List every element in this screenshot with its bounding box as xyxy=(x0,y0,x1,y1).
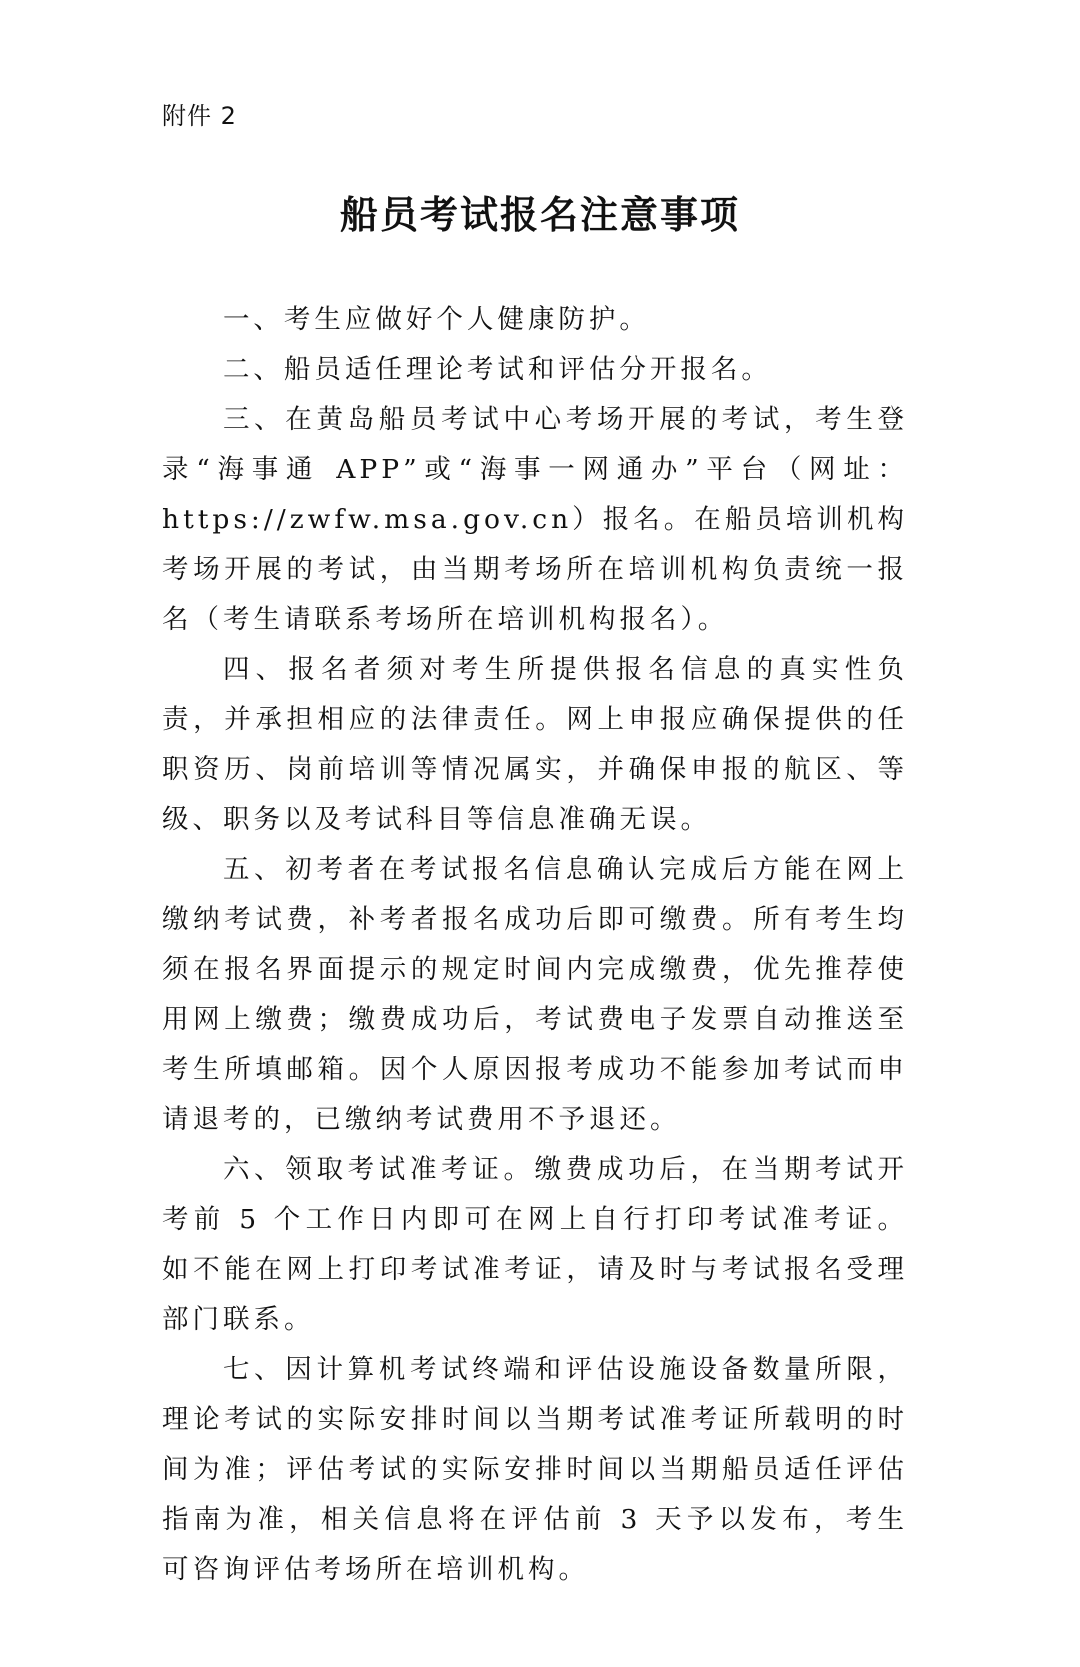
paragraph-7: 七、因计算机考试终端和评估设施设备数量所限，理论考试的实际安排时间以当期考试准考证所载明的时间为准；评估考试的实际安排时间以当期船员适任评估指南为准，相关信息将在评估前 3 天予以发布，考生可咨询评估考场所在培训机构。 xyxy=(162,1354,908,1585)
paragraph-5: 五、初考者在考试报名信息确认完成后方能在网上缴纳考试费，补考者报名成功后即可缴费。所有考生均须在报名界面提示的规定时间内完成缴费，优先推荐使用网上缴费；缴费成功后，考试费电子发票自动推送至考生所填邮箱。因个人原因报考成功不能参加考试而申请退考的，已缴纳考试费用不予退还。 xyxy=(162,854,908,1135)
paragraph-6: 六、领取考试准考证。缴费成功后，在当期考试开考前 5 个工作日内即可在网上自行打印考试准考证。如不能在网上打印考试准考证，请及时与考试报名受理部门联系。 xyxy=(162,1154,908,1335)
attachment-label: 附件 2 xyxy=(162,102,237,130)
paragraph-4: 四、报名者须对考生所提供报名信息的真实性负责，并承担相应的法律责任。网上申报应确保提供的任职资历、岗前培训等情况属实，并确保申报的航区、等级、职务以及考试科目等信息准确无误。 xyxy=(162,654,908,835)
paragraph-3: 三、在黄岛船员考试中心考场开展的考试，考生登录“海事通 APP”或“海事一网通办”平台（网址：https://zwfw.msa.gov.cn）报名。在船员培训机构考场开展的考试，由当期考场所在培训机构负责统一报名（考生请联系考场所在培训机构报名）。 xyxy=(162,404,908,635)
paragraph-1: 一、考生应做好个人健康防护。 xyxy=(222,304,650,335)
paragraph-2: 二、船员适任理论考试和评估分开报名。 xyxy=(222,354,772,385)
page-title: 船员考试报名注意事项 xyxy=(339,193,740,237)
document-body xyxy=(162,295,908,1595)
